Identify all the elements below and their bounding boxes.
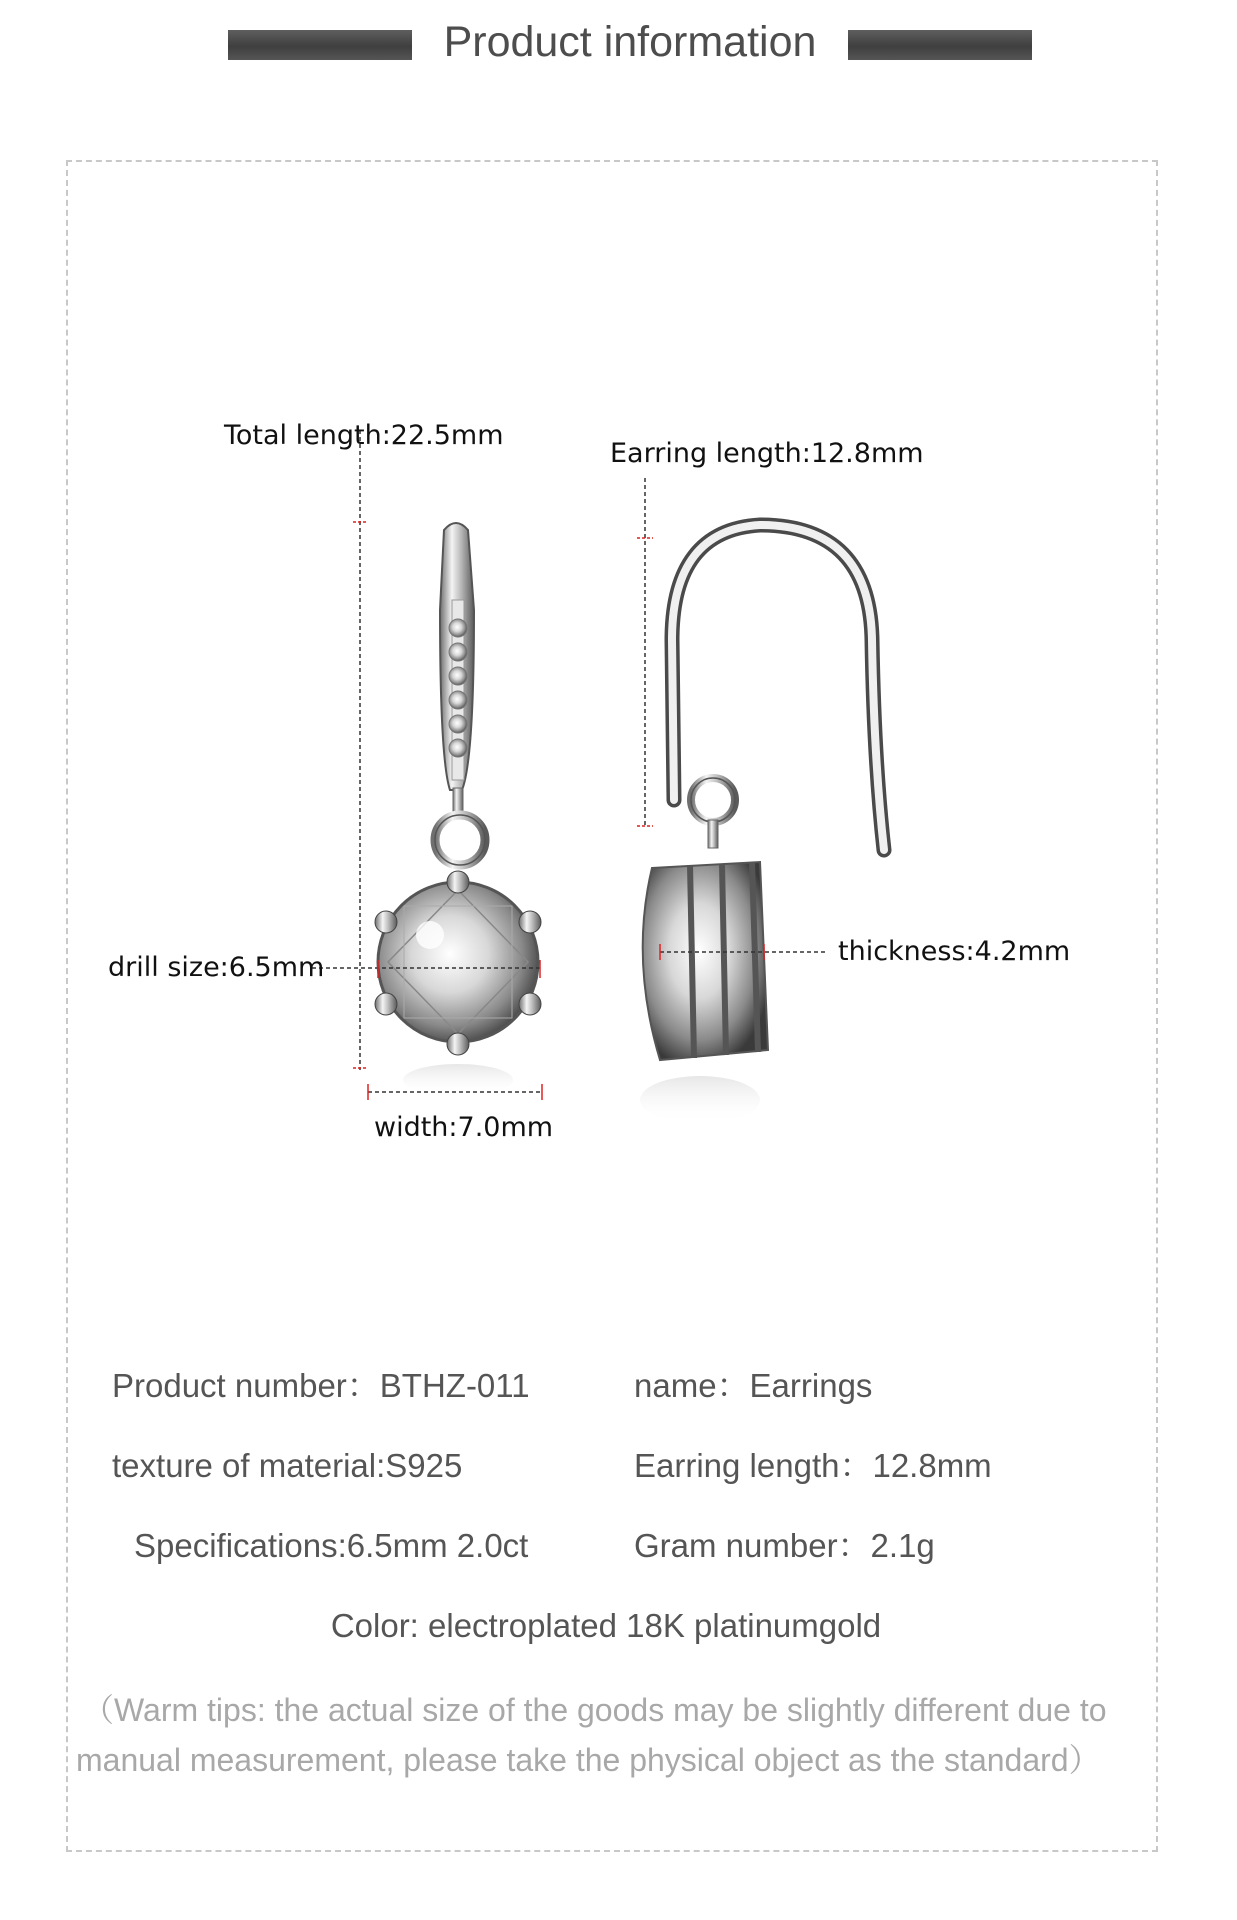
thickness-label: thickness:4.2mm <box>838 936 1071 967</box>
total-length-label: Total length:22.5mm <box>224 420 504 451</box>
product-name: name：Earrings <box>634 1367 873 1404</box>
page-title: Product information <box>443 18 817 66</box>
side-earring <box>640 525 884 1124</box>
earring-length-label: Earring length:12.8mm <box>610 438 924 469</box>
color-spec: Color: electroplated 18K platinumgold <box>330 1607 882 1644</box>
drill-size-label: drill size:6.5mm <box>108 952 325 983</box>
warm-tips-line-2: manual measurement, please take the physical object as the standard） <box>76 1742 1101 1778</box>
width-label: width:7.0mm <box>374 1112 554 1143</box>
specifications: Specifications:6.5mm 2.0ct <box>134 1527 529 1564</box>
product-number: Product number：BTHZ-011 <box>112 1367 530 1404</box>
material: texture of material:S925 <box>112 1447 463 1484</box>
earring-length-spec: Earring length：12.8mm <box>634 1447 992 1484</box>
warm-tips-line-1: （Warm tips: the actual size of the goods may be slightly different due to <box>82 1692 1107 1728</box>
front-earring <box>375 523 541 1096</box>
gram-number: Gram number：2.1g <box>634 1527 935 1564</box>
